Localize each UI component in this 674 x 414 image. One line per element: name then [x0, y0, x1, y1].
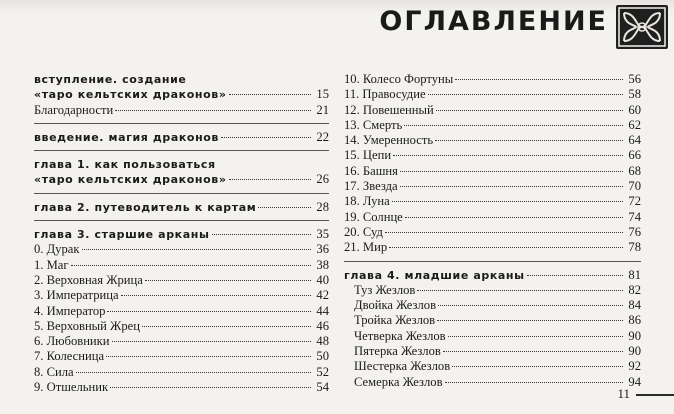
entry-title: 14. Умеренность: [344, 133, 434, 148]
toc-entry[interactable]: [344, 133, 641, 148]
dot-leader: [405, 217, 623, 218]
section-title: «таро кельтских драконов»: [34, 88, 227, 102]
toc-entry[interactable]: [34, 334, 329, 349]
dot-leader: [212, 234, 311, 235]
entry-title: 13. Смерть: [344, 117, 403, 132]
toc-entry[interactable]: [344, 283, 641, 298]
dot-leader: [110, 387, 311, 388]
section-divider: [34, 150, 329, 151]
dot-leader: [527, 275, 623, 276]
dot-leader: [142, 326, 311, 327]
page-ref: 86: [628, 313, 641, 328]
section-title: введение. магия драконов: [34, 130, 219, 144]
toc-entry[interactable]: [344, 164, 641, 179]
entry-title: 8. Сила: [34, 364, 74, 379]
entry-title: 19. Солнце: [344, 209, 403, 224]
dot-leader: [452, 366, 623, 367]
page-ref: 62: [628, 117, 641, 132]
toc-entry[interactable]: [344, 298, 641, 313]
dot-leader: [385, 232, 623, 233]
entry-title: 3. Императрица: [34, 288, 119, 303]
page-ref: 90: [628, 328, 641, 343]
page-ref: 78: [628, 240, 641, 255]
toc-right-column: [344, 72, 641, 390]
section-title: глава 3. старшие арканы: [34, 228, 210, 242]
page-title: ОГЛАВЛЕНИЕ: [379, 6, 608, 37]
page-ref: 58: [628, 87, 641, 102]
page-ref: 70: [628, 179, 641, 194]
entry-title: 1. Маг: [34, 257, 69, 272]
entry-title: Туз Жезлов: [354, 282, 416, 297]
toc-entry[interactable]: [34, 304, 329, 319]
section-divider: [34, 193, 329, 194]
toc-section[interactable]: [344, 268, 641, 283]
entry-title: 10. Колесо Фортуны: [344, 72, 454, 86]
toc-entry[interactable]: [34, 258, 329, 273]
toc-entry[interactable]: [344, 375, 641, 390]
toc-section[interactable]: [34, 72, 329, 103]
toc-entry[interactable]: [34, 242, 329, 257]
page-ref: 15: [316, 87, 329, 102]
page-ref: 28: [316, 199, 329, 214]
page-ref: 94: [628, 374, 641, 389]
section-title: глава 2. путеводитель к картам: [34, 200, 257, 214]
dot-leader: [437, 320, 623, 321]
dot-leader: [71, 265, 311, 266]
toc-entry[interactable]: [34, 288, 329, 303]
entry-title: 21. Мир: [344, 240, 388, 255]
page-ref: 66: [628, 148, 641, 163]
toc-entry[interactable]: [34, 319, 329, 334]
dot-leader: [428, 94, 623, 95]
toc-entry[interactable]: [344, 103, 641, 118]
section-divider: [344, 261, 641, 262]
toc-entry[interactable]: [344, 210, 641, 225]
dot-leader: [389, 247, 623, 248]
entry-title: 17. Звезда: [344, 179, 398, 194]
dot-leader: [445, 382, 623, 383]
page-ref: 26: [316, 172, 329, 187]
toc-section[interactable]: [34, 130, 329, 145]
page-ref: 74: [628, 209, 641, 224]
dot-leader: [417, 290, 623, 291]
toc-section[interactable]: [34, 157, 329, 188]
dot-leader: [435, 140, 623, 141]
toc-entry[interactable]: [344, 240, 641, 255]
toc-entry[interactable]: [344, 118, 641, 133]
dot-leader: [112, 341, 311, 342]
page-number: 11: [617, 386, 630, 401]
entry-title: Семерка Жезлов: [354, 374, 443, 389]
page-ref: 84: [628, 298, 641, 313]
entry-title: 16. Башня: [344, 163, 398, 178]
entry-title: 0. Дурак: [34, 242, 80, 257]
dot-leader: [392, 201, 623, 202]
dot-leader: [106, 356, 311, 357]
entry-title: Двойка Жезлов: [354, 298, 437, 313]
dot-leader: [400, 186, 623, 187]
toc-entry[interactable]: [344, 179, 641, 194]
dot-leader: [121, 295, 311, 296]
page-ref: 52: [316, 364, 329, 379]
toc-entry[interactable]: [344, 225, 641, 240]
entry-title: Благодарности: [34, 102, 114, 117]
entry-title: 6. Любовники: [34, 334, 110, 349]
dot-leader: [107, 311, 311, 312]
dot-leader: [221, 137, 311, 138]
page-ref: 68: [628, 163, 641, 178]
section-title: «таро кельтских драконов»: [34, 173, 227, 187]
section-title: вступление. создание: [34, 73, 187, 86]
toc-entry[interactable]: [34, 365, 329, 380]
page-ref: 38: [316, 257, 329, 272]
toc-entry[interactable]: [344, 72, 641, 87]
section-divider: [34, 123, 329, 124]
dot-leader: [400, 171, 623, 172]
page-ref: 81: [628, 267, 641, 282]
page-ref: 21: [316, 102, 329, 117]
toc-entry[interactable]: [344, 313, 641, 328]
page-ref: 36: [316, 242, 329, 257]
toc-entry[interactable]: [344, 329, 641, 344]
page-ref: 42: [316, 288, 329, 303]
entry-title: 11. Правосудие: [344, 87, 426, 102]
dot-leader: [455, 79, 623, 80]
page-ref: 56: [628, 72, 641, 86]
celtic-knot-icon: [616, 5, 668, 49]
page-ref: 76: [628, 224, 641, 239]
toc-entry[interactable]: [34, 103, 329, 118]
dot-leader: [82, 249, 312, 250]
page-ref: 22: [316, 129, 329, 144]
page-ref: 64: [628, 133, 641, 148]
entry-title: 2. Верховная Жрица: [34, 272, 143, 287]
section-divider: [34, 220, 329, 221]
dot-leader: [436, 110, 623, 111]
entry-title: Четверка Жезлов: [354, 328, 446, 343]
entry-title: Тройка Жезлов: [354, 313, 436, 328]
entry-title: 7. Колесница: [34, 349, 105, 364]
section-title: глава 4. младшие арканы: [344, 268, 525, 282]
dot-leader: [145, 280, 311, 281]
dot-leader: [76, 372, 311, 373]
toc-entry[interactable]: [344, 359, 641, 374]
toc-entry[interactable]: [344, 194, 641, 209]
page-ref: 82: [628, 282, 641, 297]
entry-title: 20. Суд: [344, 224, 383, 239]
page-ref: 72: [628, 194, 641, 209]
dot-leader: [258, 207, 311, 208]
toc-entry[interactable]: [34, 349, 329, 364]
entry-title: 15. Цепи: [344, 148, 392, 163]
entry-title: 5. Верховный Жрец: [34, 318, 140, 333]
page-ref: 54: [316, 380, 329, 395]
toc-entry[interactable]: [344, 344, 641, 359]
dot-leader: [438, 305, 623, 306]
toc-section[interactable]: [34, 200, 329, 215]
dot-leader: [393, 155, 623, 156]
page-ref: 44: [316, 303, 329, 318]
page-ref: 50: [316, 349, 329, 364]
page-ref: 90: [628, 344, 641, 359]
page-ref: 40: [316, 272, 329, 287]
page-ref: 92: [628, 359, 641, 374]
entry-title: Пятерка Жезлов: [354, 344, 441, 359]
page-ref: 48: [316, 334, 329, 349]
dot-leader: [448, 336, 623, 337]
toc-section[interactable]: [34, 227, 329, 242]
page-ref: 46: [316, 318, 329, 333]
dot-leader: [443, 351, 623, 352]
dot-leader: [115, 110, 311, 111]
entry-title: 12. Повешенный: [344, 102, 434, 117]
page-ref: 60: [628, 102, 641, 117]
toc-entry[interactable]: [344, 148, 641, 163]
page-ref: 35: [316, 227, 329, 242]
toc-left-column: [34, 72, 329, 395]
dot-leader: [229, 179, 311, 180]
page-number-rule: [636, 394, 674, 396]
entry-title: Шестерка Жезлов: [354, 359, 451, 374]
section-title: глава 1. как пользоваться: [34, 158, 216, 172]
entry-title: 18. Луна: [344, 194, 390, 209]
dot-leader: [404, 125, 623, 126]
entry-title: 9. Отшельник: [34, 380, 109, 395]
toc-entry[interactable]: [34, 380, 329, 395]
toc-entry[interactable]: [34, 273, 329, 288]
dot-leader: [229, 94, 311, 95]
toc-entry[interactable]: [344, 87, 641, 102]
entry-title: 4. Император: [34, 303, 106, 318]
